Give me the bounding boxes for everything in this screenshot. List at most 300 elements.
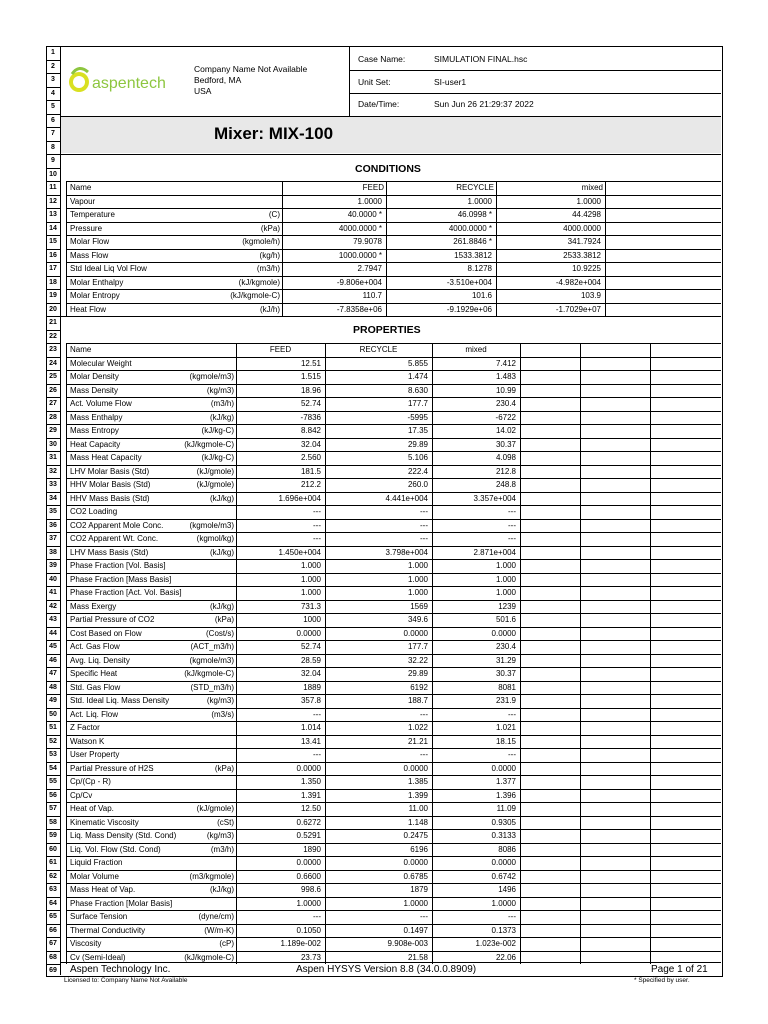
- properties-cell: -6722: [495, 412, 516, 422]
- properties-row-unit: (kJ/kg): [210, 547, 234, 557]
- row-divider: [46, 411, 60, 412]
- properties-row-unit: (STD_m3/h): [190, 682, 234, 692]
- properties-row-name: Partial Pressure of H2S: [70, 763, 154, 773]
- properties-cell: 7.412: [495, 358, 516, 368]
- row-number: 36: [49, 521, 57, 529]
- properties-cell: ---: [508, 534, 516, 543]
- row-number: 26: [49, 386, 57, 394]
- row-number: 60: [49, 845, 57, 853]
- properties-cell: 1.396: [495, 790, 516, 800]
- properties-cell: 1.377: [495, 777, 516, 786]
- properties-cell: 1.385: [407, 777, 428, 786]
- row-number: 25: [49, 373, 57, 380]
- properties-cell: 0.1497: [403, 925, 428, 935]
- properties-row-unit: (kJ/kgmole-C): [184, 439, 234, 449]
- conditions-cell: 44.4298: [572, 210, 601, 219]
- row-number: 47: [49, 670, 57, 677]
- conditions-cell: 1.0000: [357, 196, 382, 206]
- row-number: 64: [49, 899, 57, 907]
- properties-row-name: Watson K: [70, 736, 105, 746]
- conditions-cell: 4000.0000 *: [448, 223, 492, 233]
- row-number: 31: [49, 454, 57, 461]
- properties-cell: 1239: [498, 601, 516, 611]
- conditions-row-unit: (kPa): [260, 223, 280, 233]
- conditions-col-name: Name: [70, 183, 92, 192]
- row-number-column: [46, 46, 61, 975]
- row-number: 5: [51, 103, 55, 110]
- properties-cell: 1.391: [300, 790, 321, 800]
- row-divider: [46, 114, 60, 115]
- conditions-cell: -1.7029e+07: [555, 304, 601, 314]
- properties-cell: 0.6742: [491, 871, 516, 881]
- properties-row-name: Thermal Conductivity: [70, 925, 146, 935]
- row-number: 67: [49, 940, 57, 947]
- properties-cell: ---: [420, 912, 428, 921]
- properties-cell: 212.8: [495, 466, 516, 476]
- row-number: 66: [49, 926, 57, 934]
- row-number: 4: [51, 89, 55, 97]
- row-number: 28: [49, 413, 57, 421]
- properties-row-unit: (m3/kgmole): [189, 871, 234, 881]
- properties-row-name: Mass Entropy: [70, 426, 119, 435]
- row-number: 68: [49, 953, 57, 961]
- properties-row-name: Surface Tension: [70, 912, 128, 921]
- properties-cell: 0.0000: [403, 858, 428, 867]
- properties-row-unit: (cP): [219, 939, 234, 948]
- properties-row-unit: (kJ/kg): [210, 493, 234, 503]
- properties-cell: 1.483: [495, 372, 516, 381]
- properties-cell: 1496: [498, 885, 516, 894]
- row-number: 3: [51, 76, 55, 83]
- properties-cell: 8086: [498, 844, 516, 854]
- properties-row-name: Viscosity: [70, 939, 102, 948]
- row-number: 14: [49, 224, 57, 232]
- properties-cell: 1.189e-002: [280, 939, 321, 948]
- properties-cell: 181.5: [300, 466, 321, 476]
- unit-set-value: SI-user1: [434, 77, 467, 87]
- conditions-cell: 1.0000: [467, 196, 492, 206]
- row-number: 15: [49, 238, 57, 245]
- row-divider: [46, 924, 60, 925]
- properties-cell: 0.6600: [296, 871, 321, 881]
- properties-cell: 1.000: [495, 561, 516, 570]
- properties-cell: 212.2: [300, 480, 321, 489]
- properties-cell: ---: [508, 750, 516, 759]
- unit-set-label: Unit Set:: [358, 77, 391, 87]
- properties-cell: ---: [508, 709, 516, 719]
- row-number: 13: [49, 211, 57, 218]
- conditions-cell: -9.806e+004: [336, 277, 382, 287]
- properties-row-name: CO2 Apparent Wt. Conc.: [70, 534, 159, 543]
- properties-row-name: Mass Density: [70, 385, 119, 395]
- properties-cell: 1000: [303, 615, 321, 624]
- properties-cell: 52.74: [300, 399, 321, 408]
- conditions-bottom-rule: [60, 316, 721, 317]
- row-divider: [46, 829, 60, 830]
- properties-cell: 0.6272: [296, 817, 321, 827]
- properties-cell: 4.441e+004: [385, 493, 428, 503]
- conditions-col-header: mixed: [581, 183, 603, 192]
- row-divider: [46, 370, 60, 371]
- row-divider: [46, 532, 60, 533]
- company-name: Company Name Not Available: [194, 64, 308, 74]
- row-divider: [46, 195, 60, 196]
- properties-cell: 0.9305: [491, 817, 516, 827]
- row-divider: [46, 478, 60, 479]
- row-number: 21: [49, 319, 57, 326]
- properties-cell: ---: [313, 912, 321, 921]
- properties-row-name: Cp/Cv: [70, 790, 93, 800]
- properties-row-name: Avg. Liq. Density: [70, 655, 130, 665]
- row-number: 49: [49, 697, 57, 704]
- properties-row-name: LHV Mass Basis (Std): [70, 547, 149, 557]
- properties-cell: 1.450e+004: [278, 547, 321, 557]
- properties-row-unit: (m3/h): [210, 844, 234, 854]
- properties-row-name: LHV Molar Basis (Std): [70, 466, 150, 476]
- conditions-row-name: Mass Flow: [70, 250, 109, 260]
- datetime-label: Date/Time:: [358, 99, 400, 109]
- properties-cell: ---: [508, 520, 516, 530]
- properties-cell: 230.4: [495, 399, 516, 408]
- properties-row-name: Liquid Fraction: [70, 858, 123, 867]
- row-divider: [46, 222, 60, 223]
- properties-row-name: Z Factor: [70, 723, 100, 732]
- properties-row-unit: (kJ/kgmole-C): [184, 669, 234, 678]
- properties-cell: ---: [420, 750, 428, 759]
- row-number: 35: [49, 508, 57, 515]
- row-number: 2: [51, 62, 55, 70]
- row-divider: [46, 897, 60, 898]
- row-divider: [46, 600, 60, 601]
- properties-row-unit: (ACT_m3/h): [190, 642, 234, 651]
- row-number: 32: [49, 467, 57, 475]
- properties-row-name: Act. Volume Flow: [70, 399, 132, 408]
- row-divider: [46, 586, 60, 587]
- row-divider: [46, 505, 60, 506]
- properties-cell: 230.4: [495, 642, 516, 651]
- conditions-cell: 2.7947: [357, 264, 382, 273]
- properties-cell: 0.0000: [296, 858, 321, 867]
- row-number: 62: [49, 872, 57, 880]
- row-number: 20: [49, 305, 57, 313]
- properties-cell: 11.00: [408, 804, 428, 813]
- row-divider: [46, 937, 60, 938]
- row-divider: [46, 492, 60, 493]
- row-number: 69: [49, 967, 57, 974]
- properties-col-header: RECYCLE: [359, 345, 398, 354]
- case-name-label: Case Name:: [358, 54, 406, 64]
- properties-cell: ---: [420, 709, 428, 719]
- properties-row-unit: (kJ/kgmole-C): [184, 952, 234, 962]
- conditions-row-unit: (kJ/kgmole): [238, 277, 280, 287]
- row-divider: [46, 573, 60, 574]
- properties-cell: 1.022: [407, 723, 428, 732]
- properties-row-unit: (kJ/kg-C): [201, 426, 234, 435]
- properties-row-unit: (dyne/cm): [198, 912, 234, 921]
- logo-text: aspentech: [92, 75, 166, 92]
- properties-cell: 32.22: [407, 655, 428, 665]
- row-number: 40: [49, 575, 57, 583]
- properties-cell: 10.99: [495, 385, 516, 395]
- conditions-row-unit: (kg/h): [259, 250, 280, 260]
- row-number: 30: [49, 440, 57, 448]
- row-number: 27: [49, 400, 57, 407]
- row-divider: [46, 694, 60, 695]
- row-number: 42: [49, 602, 57, 610]
- properties-cell: 1.000: [407, 588, 428, 597]
- properties-row-unit: (kPa): [214, 615, 234, 624]
- properties-cell: 1.000: [407, 561, 428, 570]
- company-city: Bedford, MA: [194, 75, 242, 85]
- row-divider: [46, 465, 60, 466]
- properties-cell: 1.023e-002: [475, 939, 516, 948]
- properties-row-name: Cost Based on Flow: [70, 628, 142, 638]
- properties-row-unit: (cSt): [217, 817, 234, 827]
- properties-cell: 731.3: [300, 601, 321, 611]
- row-divider: [46, 559, 60, 560]
- properties-row-unit: (W/m-K): [204, 925, 234, 935]
- conditions-cell: -3.510e+004: [446, 277, 492, 287]
- properties-heading: PROPERTIES: [353, 324, 421, 336]
- properties-cell: 21.58: [407, 952, 428, 962]
- conditions-cell: 341.7924: [567, 237, 601, 246]
- properties-cell: 0.0000: [491, 628, 516, 638]
- properties-row-name: Act. Liq. Flow: [70, 709, 119, 719]
- datetime-value: Sun Jun 26 21:29:37 2022: [434, 99, 534, 109]
- properties-row-name: Mass Enthalpy: [70, 412, 123, 422]
- conditions-cell: 4000.0000 *: [338, 223, 382, 233]
- row-number: 1: [51, 49, 55, 56]
- row-number: 29: [49, 427, 57, 434]
- properties-cell: ---: [313, 507, 321, 516]
- row-divider: [46, 87, 60, 88]
- properties-cell: 18.15: [495, 736, 516, 746]
- properties-cell: 5.855: [407, 358, 428, 368]
- properties-row-unit: (Cost/s): [206, 628, 234, 638]
- row-divider: [46, 681, 60, 682]
- properties-row-name: Liq. Mass Density (Std. Cond): [70, 831, 177, 840]
- properties-row-unit: (kJ/kg): [210, 885, 234, 894]
- properties-cell: -7836: [300, 412, 321, 422]
- row-divider: [46, 748, 60, 749]
- properties-cell: 31.29: [495, 655, 516, 665]
- properties-row-name: HHV Mass Basis (Std): [70, 493, 150, 503]
- properties-cell: 6196: [410, 844, 428, 854]
- row-number: 24: [49, 359, 57, 367]
- row-number: 53: [49, 751, 57, 758]
- properties-cell: 30.37: [495, 439, 516, 449]
- conditions-cell: 261.8846 *: [453, 237, 492, 246]
- row-divider: [46, 316, 60, 317]
- row-number: 38: [49, 548, 57, 556]
- row-divider: [46, 640, 60, 641]
- row-divider: [46, 424, 60, 425]
- properties-cell: 29.89: [407, 669, 428, 678]
- properties-cell: 14.02: [495, 426, 516, 435]
- properties-cell: 2.560: [300, 453, 321, 462]
- properties-cell: 13.41: [300, 736, 321, 746]
- properties-cell: 501.6: [495, 615, 516, 624]
- properties-cell: 2.871e+004: [473, 547, 516, 557]
- row-divider: [46, 910, 60, 911]
- properties-row-unit: (kJ/kg-C): [201, 453, 234, 462]
- row-divider: [46, 654, 60, 655]
- properties-row-unit: (kJ/kg): [210, 412, 234, 422]
- properties-row-unit: (kg/m3): [206, 696, 234, 705]
- row-divider: [46, 951, 60, 952]
- properties-row-unit: (kJ/gmole): [196, 480, 234, 489]
- conditions-cell: 40.0000 *: [347, 210, 382, 219]
- title-band: [61, 117, 721, 153]
- properties-cell: 1.000: [300, 588, 321, 597]
- properties-row-name: Mass Heat Capacity: [70, 453, 142, 462]
- properties-cell: ---: [313, 709, 321, 719]
- row-divider: [46, 100, 60, 101]
- row-number: 6: [51, 116, 55, 124]
- row-divider: [46, 141, 60, 142]
- row-divider: [46, 870, 60, 871]
- properties-cell: 1.000: [407, 574, 428, 584]
- row-divider: [46, 384, 60, 385]
- properties-cell: ---: [313, 534, 321, 543]
- properties-cell: 260.0: [407, 480, 428, 489]
- row-number: 61: [49, 859, 57, 866]
- properties-cell: 5.106: [407, 453, 428, 462]
- properties-cell: 177.7: [407, 399, 428, 408]
- row-divider: [46, 451, 60, 452]
- conditions-row-unit: (kJ/h): [260, 304, 280, 314]
- properties-cell: 1.014: [300, 723, 321, 732]
- properties-cell: 29.89: [407, 439, 428, 449]
- row-number: 45: [49, 643, 57, 650]
- footer-version: Aspen HYSYS Version 8.8 (34.0.0.8909): [296, 964, 477, 975]
- conditions-row-unit: (m3/h): [256, 264, 280, 273]
- conditions-cell: 103.9: [580, 291, 601, 300]
- properties-cell: ---: [420, 507, 428, 516]
- row-divider: [46, 613, 60, 614]
- aspentech-logo: [64, 60, 194, 100]
- row-number: 50: [49, 710, 57, 718]
- properties-cell: 32.04: [300, 439, 321, 449]
- row-number: 17: [49, 265, 57, 272]
- row-divider: [46, 775, 60, 776]
- properties-cell: ---: [508, 912, 516, 921]
- properties-row-name: Molar Density: [70, 372, 119, 381]
- row-number: 11: [49, 184, 57, 191]
- properties-cell: 1879: [410, 885, 428, 894]
- properties-row-name: Molecular Weight: [70, 358, 132, 368]
- row-number: 9: [51, 157, 55, 164]
- properties-cell: 6192: [410, 682, 428, 692]
- properties-row-unit: (m3/h): [210, 399, 234, 408]
- properties-cell: 32.04: [300, 669, 321, 678]
- row-divider: [46, 127, 60, 128]
- row-divider: [46, 721, 60, 722]
- properties-row-name: Act. Gas Flow: [70, 642, 120, 651]
- row-divider: [46, 60, 60, 61]
- properties-cell: 177.7: [407, 642, 428, 651]
- company-info: [194, 64, 307, 97]
- row-number: 16: [49, 251, 57, 259]
- properties-cell: 1.000: [300, 561, 321, 570]
- properties-cell: 12.51: [300, 358, 321, 368]
- properties-cell: ---: [420, 534, 428, 543]
- properties-row-name: Cv (Semi-Ideal): [70, 952, 126, 962]
- properties-row-unit: (kgmol/kg): [196, 534, 234, 543]
- row-divider: [46, 249, 60, 250]
- row-number: 34: [49, 494, 57, 502]
- properties-row-unit: (kJ/gmole): [196, 466, 234, 476]
- properties-cell: ---: [313, 520, 321, 530]
- properties-col-header: mixed: [465, 345, 487, 354]
- conditions-row-name: Vapour: [70, 196, 96, 206]
- properties-cell: 0.2475: [403, 831, 428, 840]
- properties-row-name: Heat Capacity: [70, 439, 121, 449]
- conditions-row-unit: (C): [268, 210, 280, 219]
- conditions-col-header: RECYCLE: [456, 183, 494, 192]
- properties-row-name: Heat of Vap.: [70, 804, 114, 813]
- properties-row-name: Mass Exergy: [70, 601, 117, 611]
- row-number: 44: [49, 629, 57, 637]
- row-divider: [46, 843, 60, 844]
- properties-cell: 222.4: [407, 466, 428, 476]
- conditions-cell: 8.1278: [467, 264, 492, 273]
- conditions-cell: 2533.3812: [563, 250, 601, 260]
- footer-licensed: Licensed to: Company Name Not Available: [64, 977, 188, 984]
- row-number: 41: [49, 589, 57, 596]
- properties-row-unit: (kPa): [214, 763, 234, 773]
- properties-row-name: Liq. Vol. Flow (Std. Cond): [70, 844, 161, 854]
- properties-cell: 1.350: [300, 777, 321, 786]
- row-number: 37: [49, 535, 57, 542]
- properties-cell: 30.37: [495, 669, 516, 678]
- row-number: 43: [49, 616, 57, 623]
- conditions-cell: -7.8358e+06: [336, 304, 382, 314]
- row-divider: [46, 289, 60, 290]
- properties-row-unit: (kgmole/m3): [189, 372, 234, 381]
- row-number: 19: [49, 292, 57, 299]
- properties-cell: 18.96: [300, 385, 321, 395]
- properties-cell: 188.7: [407, 696, 428, 705]
- company-country: USA: [194, 86, 212, 96]
- conditions-cell: 110.7: [362, 291, 382, 300]
- properties-cell: 1.399: [407, 790, 428, 800]
- properties-row-name: Std. Ideal Liq. Mass Density: [70, 696, 170, 705]
- row-divider: [46, 181, 60, 182]
- row-divider: [46, 357, 60, 358]
- row-number: 65: [49, 913, 57, 920]
- properties-row-name: Molar Volume: [70, 871, 119, 881]
- conditions-cell: 1533.3812: [454, 250, 492, 260]
- conditions-row-name: Molar Flow: [70, 237, 110, 246]
- properties-cell: 998.6: [300, 885, 321, 894]
- properties-cell: 1.0000: [403, 898, 428, 908]
- conditions-col-header: FEED: [362, 183, 384, 192]
- row-divider: [46, 73, 60, 74]
- row-divider: [46, 667, 60, 668]
- properties-cell: 1.696e+004: [278, 493, 321, 503]
- conditions-row-unit: (kJ/kgmole-C): [230, 291, 280, 300]
- footer-specified: * Specified by user.: [634, 977, 690, 984]
- row-number: 48: [49, 683, 57, 691]
- properties-row-unit: (kJ/kg): [210, 601, 234, 611]
- properties-cell: 0.1050: [296, 925, 321, 935]
- properties-cell: 4.098: [495, 453, 516, 462]
- conditions-cell: 4000.0000: [563, 223, 601, 233]
- conditions-cell: 10.9225: [572, 264, 601, 273]
- row-number: 51: [49, 724, 57, 731]
- properties-row-name: Kinematic Viscosity: [70, 817, 139, 827]
